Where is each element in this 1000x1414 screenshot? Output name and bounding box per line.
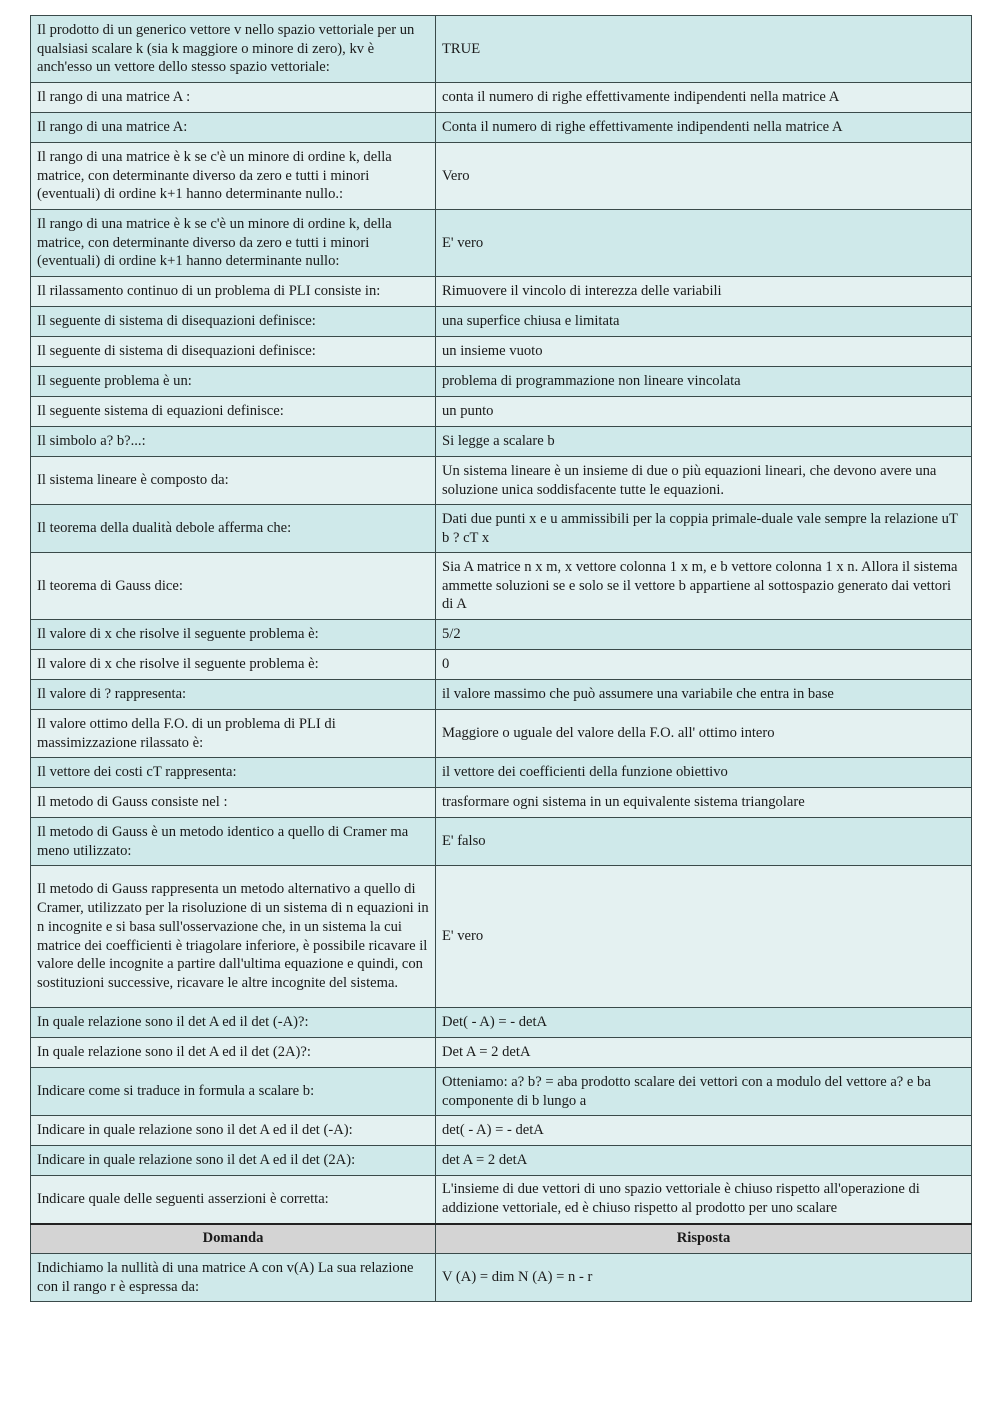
- answer-cell: Conta il numero di righe effettivamente indipendenti nella matrice A: [436, 113, 972, 143]
- question-cell: Il simbolo a? b?...:: [31, 427, 436, 457]
- question-cell: Il metodo di Gauss è un metodo identico a quello di Cramer ma meno utilizzato:: [31, 818, 436, 866]
- table-row: [31, 620, 972, 650]
- question-cell: Il vettore dei costi cT rappresenta:: [31, 758, 436, 788]
- question-cell: Il rilassamento continuo di un problema di PLI consiste in:: [31, 277, 436, 307]
- table-row: [31, 650, 972, 680]
- qa-table: [30, 15, 972, 1302]
- table-row: [31, 710, 972, 758]
- answer-cell: problema di programmazione non lineare vincolata: [436, 367, 972, 397]
- answer-cell: Det A = 2 detA: [436, 1038, 972, 1068]
- answer-cell: Maggiore o uguale del valore della F.O. all' ottimo intero: [436, 710, 972, 758]
- table-row: [31, 337, 972, 367]
- question-cell: Indicare in quale relazione sono il det A ed il det (-A):: [31, 1116, 436, 1146]
- answer-cell: E' vero: [436, 866, 972, 1008]
- question-column-header: Domanda: [31, 1224, 436, 1254]
- answer-cell: il vettore dei coefficienti della funzione obiettivo: [436, 758, 972, 788]
- answer-cell: Si legge a scalare b: [436, 427, 972, 457]
- question-cell: Indicare quale delle seguenti asserzioni è corretta:: [31, 1176, 436, 1224]
- question-cell: Il prodotto di un generico vettore v nello spazio vettoriale per un qualsiasi scalare k (sia k maggiore o minore di zero), kv è anch'esso un vettore dello stesso spazio vettoriale:: [31, 16, 436, 83]
- question-cell: Il rango di una matrice è k se c'è un minore di ordine k, della matrice, con determinante diverso da zero e tutti i minori (eventuali) di ordine k+1 hanno determinante nullo.:: [31, 143, 436, 210]
- answer-cell: Sia A matrice n x m, x vettore colonna 1 x m, e b vettore colonna 1 x n. Allora il sistema ammette soluzioni se e solo se il vettore b appartiene al sottospazio generato dai vettori di A: [436, 553, 972, 620]
- table-row: [31, 505, 972, 553]
- answer-cell: det( - A) = - detA: [436, 1116, 972, 1146]
- question-cell: Indichiamo la nullità di una matrice A con v(A) La sua relazione con il rango r è espressa da:: [31, 1254, 436, 1302]
- table-row: [31, 866, 972, 1008]
- question-cell: Il valore di x che risolve il seguente problema è:: [31, 650, 436, 680]
- table-row: [31, 427, 972, 457]
- table-row: [31, 307, 972, 337]
- table-row: [31, 1176, 972, 1224]
- answer-cell: Dati due punti x e u ammissibili per la coppia primale-duale vale sempre la relazione uT b ? cT x: [436, 505, 972, 553]
- answer-cell: il valore massimo che può assumere una variabile che entra in base: [436, 680, 972, 710]
- table-row: [31, 1008, 972, 1038]
- answer-cell: V (A) = dim N (A) = n - r: [436, 1254, 972, 1302]
- table-row: [31, 788, 972, 818]
- question-cell: Il rango di una matrice A:: [31, 113, 436, 143]
- question-cell: Il rango di una matrice è k se c'è un minore di ordine k, della matrice, con determinante diverso da zero e tutti i minori (eventuali) di ordine k+1 hanno determinante nullo:: [31, 210, 436, 277]
- answer-cell: trasformare ogni sistema in un equivalente sistema triangolare: [436, 788, 972, 818]
- answer-cell: L'insieme di due vettori di uno spazio vettoriale è chiuso rispetto all'operazione di addizione vettoriale, ed è chiuso rispetto al prodotto per uno scalare: [436, 1176, 972, 1224]
- table-row: [31, 1146, 972, 1176]
- table-row: [31, 818, 972, 866]
- question-cell: Indicare come si traduce in formula a scalare b:: [31, 1068, 436, 1116]
- table-row: [31, 1038, 972, 1068]
- answer-cell: Rimuovere il vincolo di interezza delle variabili: [436, 277, 972, 307]
- table-row: [31, 397, 972, 427]
- answer-column-header: Risposta: [436, 1224, 972, 1254]
- table-row: [31, 758, 972, 788]
- table-row: [31, 83, 972, 113]
- question-cell: In quale relazione sono il det A ed il det (2A)?:: [31, 1038, 436, 1068]
- answer-cell: 5/2: [436, 620, 972, 650]
- table-row: [31, 1116, 972, 1146]
- question-cell: Il teorema di Gauss dice:: [31, 553, 436, 620]
- table-row: [31, 367, 972, 397]
- question-cell: Il valore ottimo della F.O. di un problema di PLI di massimizzazione rilassato è:: [31, 710, 436, 758]
- question-cell: Il teorema della dualità debole afferma che:: [31, 505, 436, 553]
- table-row: [31, 16, 972, 83]
- qa-table-body: [31, 16, 972, 1302]
- table-row: [31, 1068, 972, 1116]
- answer-cell: det A = 2 detA: [436, 1146, 972, 1176]
- table-header-row: [31, 1224, 972, 1254]
- table-row: [31, 1254, 972, 1302]
- answer-cell: E' falso: [436, 818, 972, 866]
- answer-cell: 0: [436, 650, 972, 680]
- answer-cell: Un sistema lineare è un insieme di due o più equazioni lineari, che devono avere una soluzione unica soddisfacente tutte le equazioni.: [436, 457, 972, 505]
- question-cell: Indicare in quale relazione sono il det A ed il det (2A):: [31, 1146, 436, 1176]
- table-row: [31, 113, 972, 143]
- table-row: [31, 277, 972, 307]
- question-cell: Il seguente problema è un:: [31, 367, 436, 397]
- table-row: [31, 210, 972, 277]
- answer-cell: una superfice chiusa e limitata: [436, 307, 972, 337]
- table-row: [31, 143, 972, 210]
- answer-cell: conta il numero di righe effettivamente indipendenti nella matrice A: [436, 83, 972, 113]
- table-row: [31, 553, 972, 620]
- question-cell: Il seguente di sistema di disequazioni definisce:: [31, 307, 436, 337]
- answer-cell: Vero: [436, 143, 972, 210]
- table-row: [31, 457, 972, 505]
- answer-cell: un insieme vuoto: [436, 337, 972, 367]
- answer-cell: un punto: [436, 397, 972, 427]
- answer-cell: E' vero: [436, 210, 972, 277]
- question-cell: Il seguente di sistema di disequazioni definisce:: [31, 337, 436, 367]
- question-cell: Il valore di ? rappresenta:: [31, 680, 436, 710]
- question-cell: Il metodo di Gauss consiste nel :: [31, 788, 436, 818]
- question-cell: Il seguente sistema di equazioni definisce:: [31, 397, 436, 427]
- table-row: [31, 680, 972, 710]
- question-cell: Il metodo di Gauss rappresenta un metodo alternativo a quello di Cramer, utilizzato per la risoluzione di un sistema di n equazioni in n incognite e si basa sull'osservazione che, in un sistema la cui matrice dei coefficienti è triagolare inferiore, è possibile ricavare il valore delle incognite a partire dall'ultima equazione e quindi, con sostituzioni successive, ricavare le altre incognite del sistema.: [31, 866, 436, 1008]
- question-cell: In quale relazione sono il det A ed il det (-A)?:: [31, 1008, 436, 1038]
- answer-cell: Otteniamo: a? b? = aba prodotto scalare dei vettori con a modulo del vettore a? e ba componente di b lungo a: [436, 1068, 972, 1116]
- question-cell: Il rango di una matrice A :: [31, 83, 436, 113]
- answer-cell: Det( - A) = - detA: [436, 1008, 972, 1038]
- answer-cell: TRUE: [436, 16, 972, 83]
- question-cell: Il sistema lineare è composto da:: [31, 457, 436, 505]
- question-cell: Il valore di x che risolve il seguente problema è:: [31, 620, 436, 650]
